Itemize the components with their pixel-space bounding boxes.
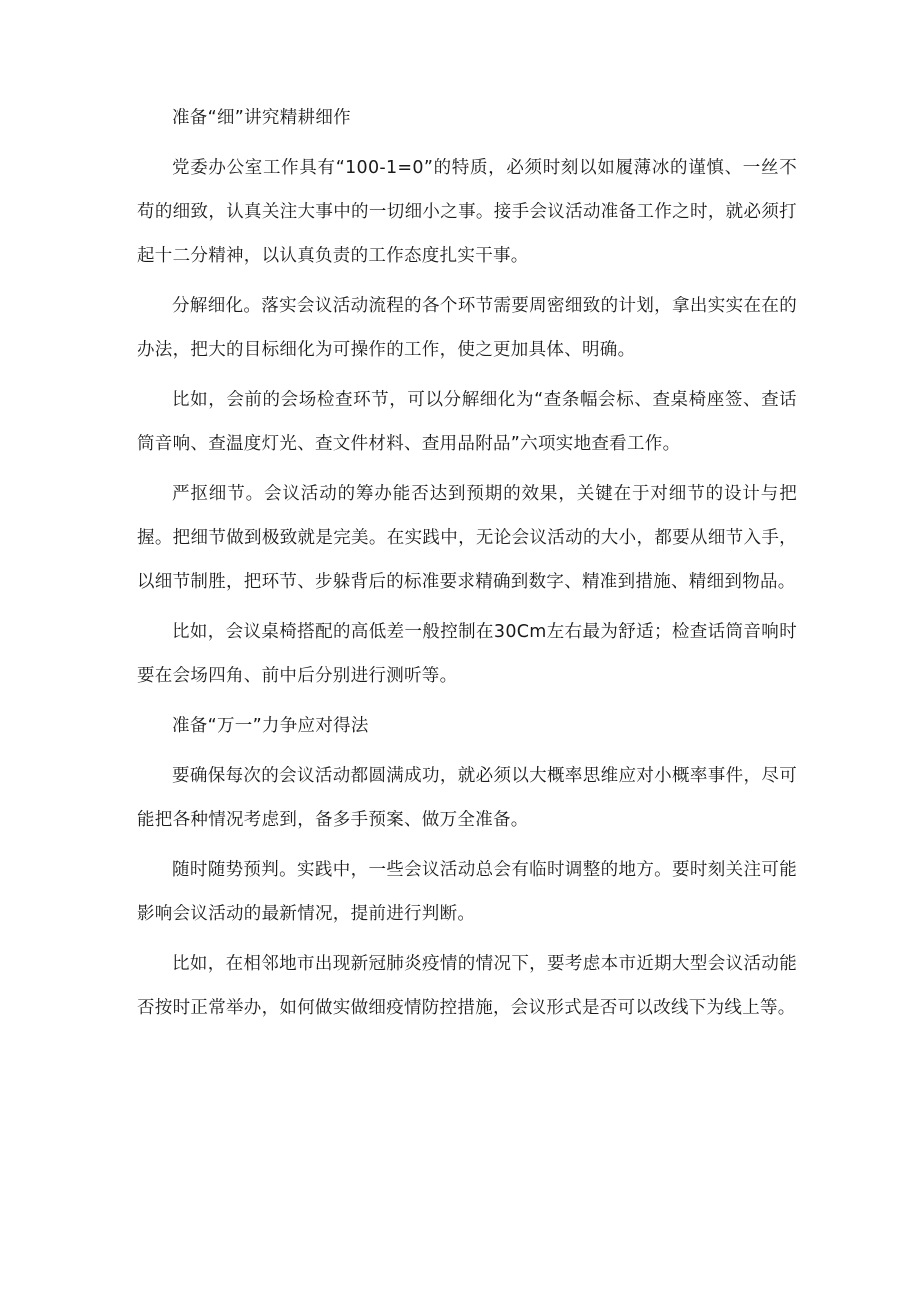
paragraph: 要确保每次的会议活动都圆满成功，就必须以大概率思维应对小概率事件，尽可能把各种情况考虑到，备多手预案、做万全准备。	[137, 766, 797, 830]
section-heading: 准备“万一”力争应对得法	[172, 716, 369, 736]
document-body	[137, 96, 797, 1036]
paragraph: 比如，会前的会场检查环节，可以分解细化为“查条幅会标、查桌椅座签、查话筒音响、查温度灯光、查文件材料、查用品附品”六项实地查看工作。	[137, 390, 797, 454]
paragraph: 随时随势预判。实践中，一些会议活动总会有临时调整的地方。要时刻关注可能影响会议活动的最新情况，提前进行判断。	[137, 860, 797, 924]
paragraph: 比如，会议桌椅搭配的高低差一般控制在30Cm左右最为舒适；检查话筒音响时要在会场四角、前中后分别进行测听等。	[137, 622, 797, 686]
paragraph: 严抠细节。会议活动的筹办能否达到预期的效果，关键在于对细节的设计与把握。把细节做到极致就是完美。在实践中，无论会议活动的大小，都要从细节入手，以细节制胜，把环节、步躲背后的标准要求精确到数字、精准到措施、精细到物品。	[137, 484, 797, 592]
section-heading: 准备“细”讲究精耕细作	[172, 108, 351, 128]
paragraph: 分解细化。落实会议活动流程的各个环节需要周密细致的计划，拿出实实在在的办法，把大的目标细化为可操作的工作，使之更加具体、明确。	[137, 296, 797, 360]
paragraph: 比如，在相邻地市出现新冠肺炎疫情的情况下，要考虑本市近期大型会议活动能否按时正常举办，如何做实做细疫情防控措施，会议形式是否可以改线下为线上等。	[137, 954, 797, 1018]
paragraph: 党委办公室工作具有“100-1=0”的特质，必须时刻以如履薄冰的谨慎、一丝不苟的细致，认真关注大事中的一切细小之事。接手会议活动准备工作之时，就必须打起十二分精神，以认真负责的工作态度扎实干事。	[137, 158, 797, 266]
